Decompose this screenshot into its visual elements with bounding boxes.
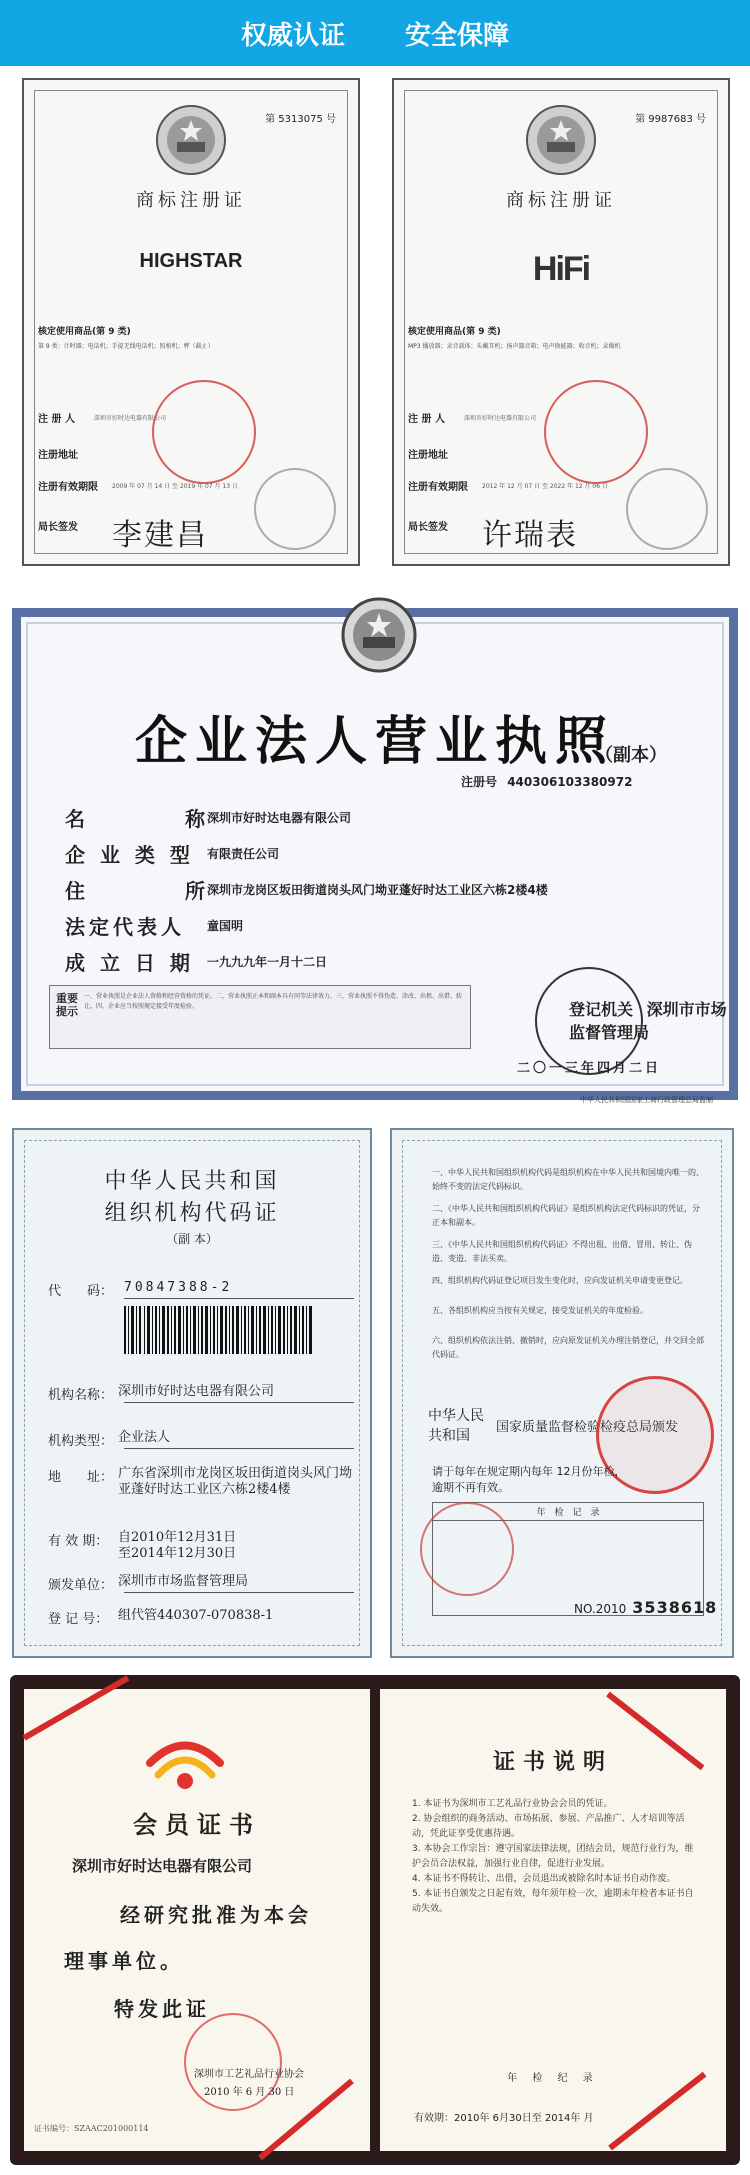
validity-label: 注册有效期限 [38, 482, 98, 493]
field-value-address: 深圳市龙岗区坂田街道岗头风门坳亚蓬好时达工业区六栋2楼4楼 [207, 883, 548, 897]
header-authority: 权威认证 [240, 20, 345, 51]
rule-item: 四、组织机构代码证登记项目发生变化时，应向发证机关申请变更登记。 [432, 1276, 688, 1285]
annual-inspection-note: 请于每年在规定期内每年 12月份年检， 逾期不再有效。 [432, 1465, 626, 1494]
national-emblem-icon [153, 102, 229, 178]
certificate-left-page [24, 1689, 370, 2151]
header-security: 安全保障 [405, 20, 510, 51]
code-underline [124, 1298, 354, 1299]
registrant-label: 注 册 人 [408, 414, 445, 425]
type-underline [124, 1448, 354, 1449]
registration-number: 注册号 440306103380972 [461, 775, 633, 789]
country-name: 中华人民 共和国 [428, 1408, 484, 1444]
director-label: 局长签发 [408, 522, 448, 533]
field-value-type: 有限责任公司 [207, 847, 280, 861]
annual-record-title: 年 检 纪 录 [507, 2073, 599, 2084]
national-emblem-icon [523, 102, 599, 178]
certificate-number: 第 5313075 号 [265, 114, 336, 125]
reg-label: 登 记 号： [48, 1612, 109, 1627]
barcode-icon [124, 1306, 314, 1354]
issuer-underline [124, 1592, 354, 1593]
member-line2: 理事单位。 [64, 1949, 184, 1973]
address-label: 注册地址 [408, 450, 448, 461]
certificate-copy: （副 本） [166, 1232, 218, 1246]
field-label-name: 名 称 [65, 807, 209, 831]
field-value-representative: 童国明 [207, 919, 244, 933]
instructions-body: 1. 本证书为深圳市工艺礼品行业协会会员的凭证。 2. 协会组织的商务活动、市场拓展、参展、产品推广、人才培训等活动，凭此证享受优惠待遇。 3. 本协会工作宗旨：遵守国家法律法规，团结会员，规范行业行为，维护会员合法权益，加强行业自律，促进行业发展。 4. 本证书不得转让、出借，会员退出或被除名时本证书自动作废。 5. 本证书自颁发之日起有效，每年须年检一次，逾期未年检者本证书自动失效。 [412, 1799, 694, 1914]
instructions-title: 证书说明 [492, 1749, 613, 1775]
bureau-seal [254, 468, 336, 550]
certificate-serial: NO.2010 3538618 [574, 1598, 718, 1617]
issue-date: 二〇一三年四月二日 [517, 1061, 662, 1076]
validity-label: 有 效 期： [48, 1534, 109, 1549]
rule-item: 一、中华人民共和国组织机构代码是组织机构在中华人民共和国境内唯一的、始终不变的法定代码标识。 [432, 1168, 704, 1191]
certificate-title-line2: 组织机构代码证 [104, 1201, 280, 1226]
red-seal [544, 380, 648, 484]
field-label-type: 企 业 类 型 [65, 843, 194, 867]
code-value: 70847388-2 [124, 1280, 233, 1295]
registrant-value: 深圳市好时达电器有限公司 [464, 415, 537, 422]
page-header [0, 0, 750, 66]
national-emblem-icon [339, 595, 419, 675]
trademark-certificate-highstar [22, 78, 360, 566]
member-company: 深圳市好时达电器有限公司 [72, 1857, 253, 1875]
goods-label: 核定使用商品(第 9 类) [38, 327, 131, 337]
type-value: 企业法人 [118, 1430, 171, 1445]
certificate-title: 商标注册证 [136, 190, 246, 211]
issue-date: 2010 年 6 月 30 日 [204, 2087, 295, 2098]
org-code-certificate-back [390, 1128, 734, 1658]
director-signature: 李建昌 [112, 518, 208, 553]
trademark-mark: HiFi [532, 250, 590, 288]
registrar: 登记机关 深圳市市场监督管理局 [569, 1000, 727, 1042]
certificate-right-page [380, 1689, 726, 2151]
goods-label: 核定使用商品(第 9 类) [408, 327, 501, 337]
rule-item: 三、《中华人民共和国组织机构代码证》不得出租、出借、冒用、转让、伪造、变造、非法买卖。 [432, 1240, 692, 1263]
goods-text: 第 9 类：计时器；电话机；手提无线电话机；照相机；秤（截止） [38, 343, 214, 350]
notice-text: 一、营业执照是企业法人资格和经营资格的凭证。二、营业执照正本和副本具有同等法律效力。三、营业执照不得伪造、涂改、出租、出借、转让。四、企业应当按照规定接受年度检验。 [84, 993, 463, 1010]
license-subtitle: （副本） [595, 745, 667, 766]
member-certificate-title: 会员证书 [133, 1810, 261, 1839]
important-notice [49, 985, 471, 1049]
license-footer: 中华人民共和国国家工商行政管理总局监制 [580, 1096, 713, 1104]
certificate-number: 证书编号：SZAAC201000114 [34, 2124, 149, 2133]
certificate-title: 商标注册证 [506, 190, 616, 211]
inspection-header: 年 检 记 录 [433, 1503, 703, 1521]
rule-item: 六、组织机构依法注销、撤销时，应向原发证机关办理注销登记，并交回全部代码证。 [432, 1336, 704, 1359]
certificate-number: 第 9987683 号 [635, 114, 706, 125]
field-value-name: 深圳市好时达电器有限公司 [207, 811, 352, 825]
notice-title: 重要提示 [56, 992, 78, 1018]
address-value: 广东省深圳市龙岗区坂田街道岗头风门坳亚蓬好时达工业区六栋2楼4楼 [118, 1466, 353, 1497]
trademark-certificate-hifi [392, 78, 730, 566]
validity-value: 2012 年 12 月 07 日 至 2022 年 12 月 06 日 [482, 483, 608, 490]
registrant-label: 注 册 人 [38, 414, 75, 425]
field-label-founded: 成 立 日 期 [65, 951, 194, 975]
certificate-title-line1: 中华人民共和国 [104, 1169, 280, 1194]
registrant-value: 深圳市好时达电器有限公司 [94, 415, 167, 422]
validity-period: 有效期：2010年 6月30日至 2014年 月 [414, 2113, 594, 2124]
address-label: 地 址： [48, 1470, 114, 1485]
issuing-bureau: 国家质量监督检验检疫总局颁发 [496, 1420, 679, 1435]
director-label: 局长签发 [38, 522, 78, 533]
code-label: 代 码： [48, 1284, 114, 1299]
license-title: 企业法人营业执照 [134, 711, 615, 772]
name-value: 深圳市好时达电器有限公司 [118, 1384, 275, 1399]
issuer: 深圳市工艺礼品行业协会 [194, 2069, 304, 2080]
name-label: 机构名称： [48, 1388, 114, 1403]
member-line3: 特发此证 [114, 1997, 210, 2021]
inspection-seal [420, 1502, 514, 1596]
reg-value: 组代管440307-070838-1 [118, 1608, 274, 1623]
bureau-seal [626, 468, 708, 550]
member-certificate [10, 1675, 740, 2165]
association-logo-icon [140, 1723, 230, 1797]
validity-label: 注册有效期限 [408, 482, 468, 493]
field-label-representative: 法定代表人 [65, 915, 185, 939]
address-label: 注册地址 [38, 450, 78, 461]
issuer-label: 颁发单位： [48, 1578, 114, 1593]
member-line1: 经研究批准为本会 [120, 1903, 312, 1927]
business-license [12, 608, 738, 1104]
red-seal [152, 380, 256, 484]
issuer-value: 深圳市市场监督管理局 [118, 1574, 249, 1589]
field-value-founded: 一九九九年一月十二日 [207, 955, 328, 969]
goods-text: MP3 播放器；录音载体；头戴耳机；扬声器音箱；电声换能器；收音机；录像机 [408, 343, 621, 350]
trademark-mark: HIGHSTAR [139, 250, 243, 272]
rule-item: 二、《中华人民共和国组织机构代码证》是组织机构法定代码标识的凭证，分正本和副本。 [432, 1204, 700, 1227]
field-label-address: 住 所 [65, 879, 209, 903]
validity-value: 自2010年12月31日至2014年12月30日 [118, 1530, 237, 1561]
director-signature: 许瑞表 [482, 518, 578, 553]
rule-item: 五、各组织机构应当按有关规定，接受发证机关的年度检验。 [432, 1306, 648, 1315]
org-code-certificate [12, 1128, 372, 1658]
name-underline [124, 1402, 354, 1403]
type-label: 机构类型： [48, 1434, 114, 1449]
validity-value: 2009 年 07 月 14 日 至 2019 年 07 月 13 日 [112, 483, 238, 490]
